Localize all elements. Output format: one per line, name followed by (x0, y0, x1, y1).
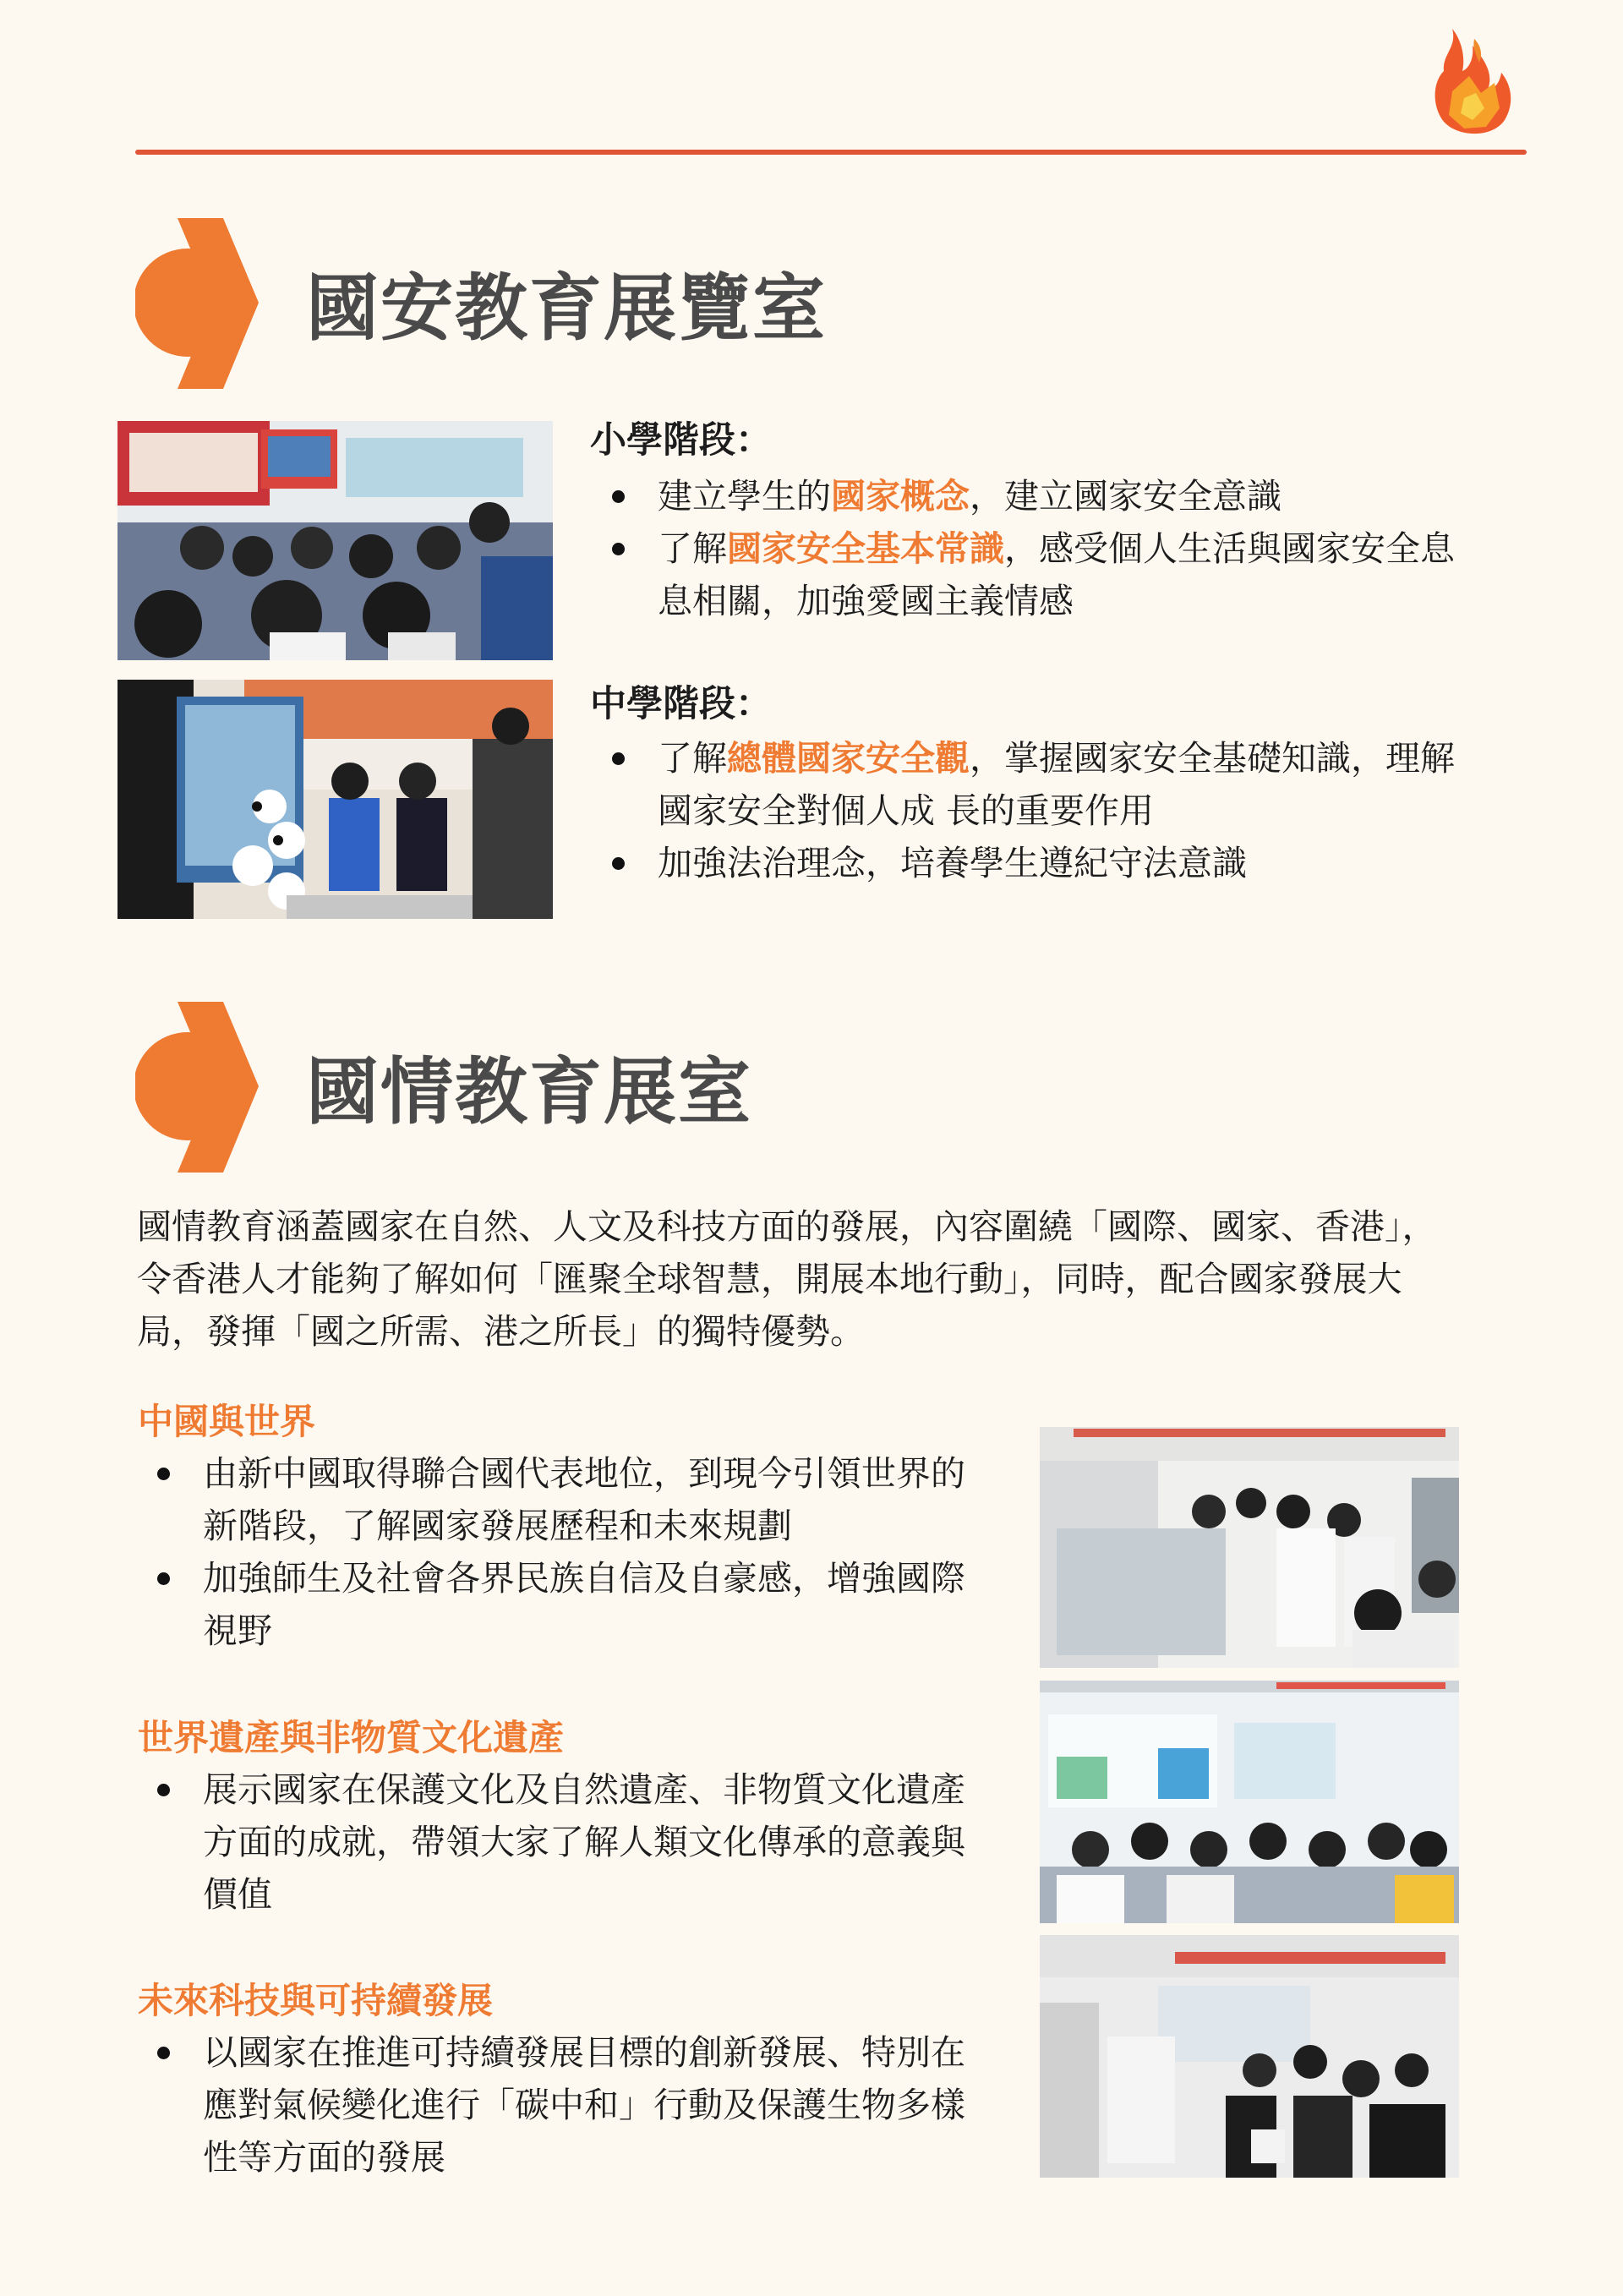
topic-list-future-tech (137, 2026, 991, 2184)
list-item: 加強師生及社會各界民族自信及自豪感，增強國際視野 (137, 1552, 991, 1657)
topic-list-china-world (137, 1447, 991, 1657)
topic-title-future-tech: 未來科技與可持續發展 (138, 1980, 494, 2021)
photo-future-tech-exhibit (1040, 1935, 1459, 2178)
stage-title-secondary: 中學階段： (590, 683, 772, 725)
stage-title-primary: 小學階段： (590, 419, 772, 462)
list-item: 以國家在推進可持續發展目標的創新發展、特別在應對氣候變化進行「碳中和」行動及保護生物多樣性等方面的發展 (137, 2026, 991, 2184)
intro-paragraph: 國情教育涵蓋國家在自然、人文及科技方面的發展，內容圍繞「國際、國家、香港」，令香港人才能夠了解如何「匯聚全球智慧，開展本地行動」，同時，配合國家發展大局，發揮「國之所需、港之所長」的獨特優勢。 (137, 1206, 1437, 1352)
section-title-national-security: 國安教育展覽室 (306, 266, 827, 351)
section-chevron-icon (135, 216, 262, 390)
topic-title-china-world: 中國與世界 (138, 1401, 316, 1442)
section-chevron-icon (135, 1000, 262, 1173)
header-rule (135, 150, 1527, 155)
topic-list-heritage (137, 1763, 991, 1921)
list-item: 由新中國取得聯合國代表地位，到現今引領世界的新階段，了解國家發展歷程和未來規劃 (137, 1447, 991, 1552)
topic-title-heritage: 世界遺產與非物質文化遺產 (138, 1717, 565, 1758)
list-item: 加強法治理念，培養學生遵紀守法意識 (592, 837, 1471, 889)
photo-china-world-exhibit (1040, 1427, 1459, 1668)
section-title-national-conditions: 國情教育展室 (306, 1050, 752, 1134)
photo-heritage-exhibit (1040, 1681, 1459, 1923)
primary-list (592, 470, 1471, 627)
flame-logo-icon (1427, 20, 1515, 145)
list-item: 建立學生的國家概念，建立國家安全意識 (592, 470, 1471, 522)
list-item: 展示國家在保護文化及自然遺產、非物質文化遺產方面的成就，帶領大家了解人類文化傳承的意義與價值 (137, 1763, 991, 1921)
photo-primary-exhibition (117, 421, 553, 660)
secondary-list (592, 732, 1471, 889)
list-item: 了解總體國家安全觀，掌握國家安全基礎知識，理解國家安全對個人成 長的重要作用 (592, 732, 1471, 837)
photo-secondary-exhibition (117, 680, 553, 919)
list-item: 了解國家安全基本常識，感受個人生活與國家安全息息相關，加強愛國主義情感 (592, 522, 1471, 627)
